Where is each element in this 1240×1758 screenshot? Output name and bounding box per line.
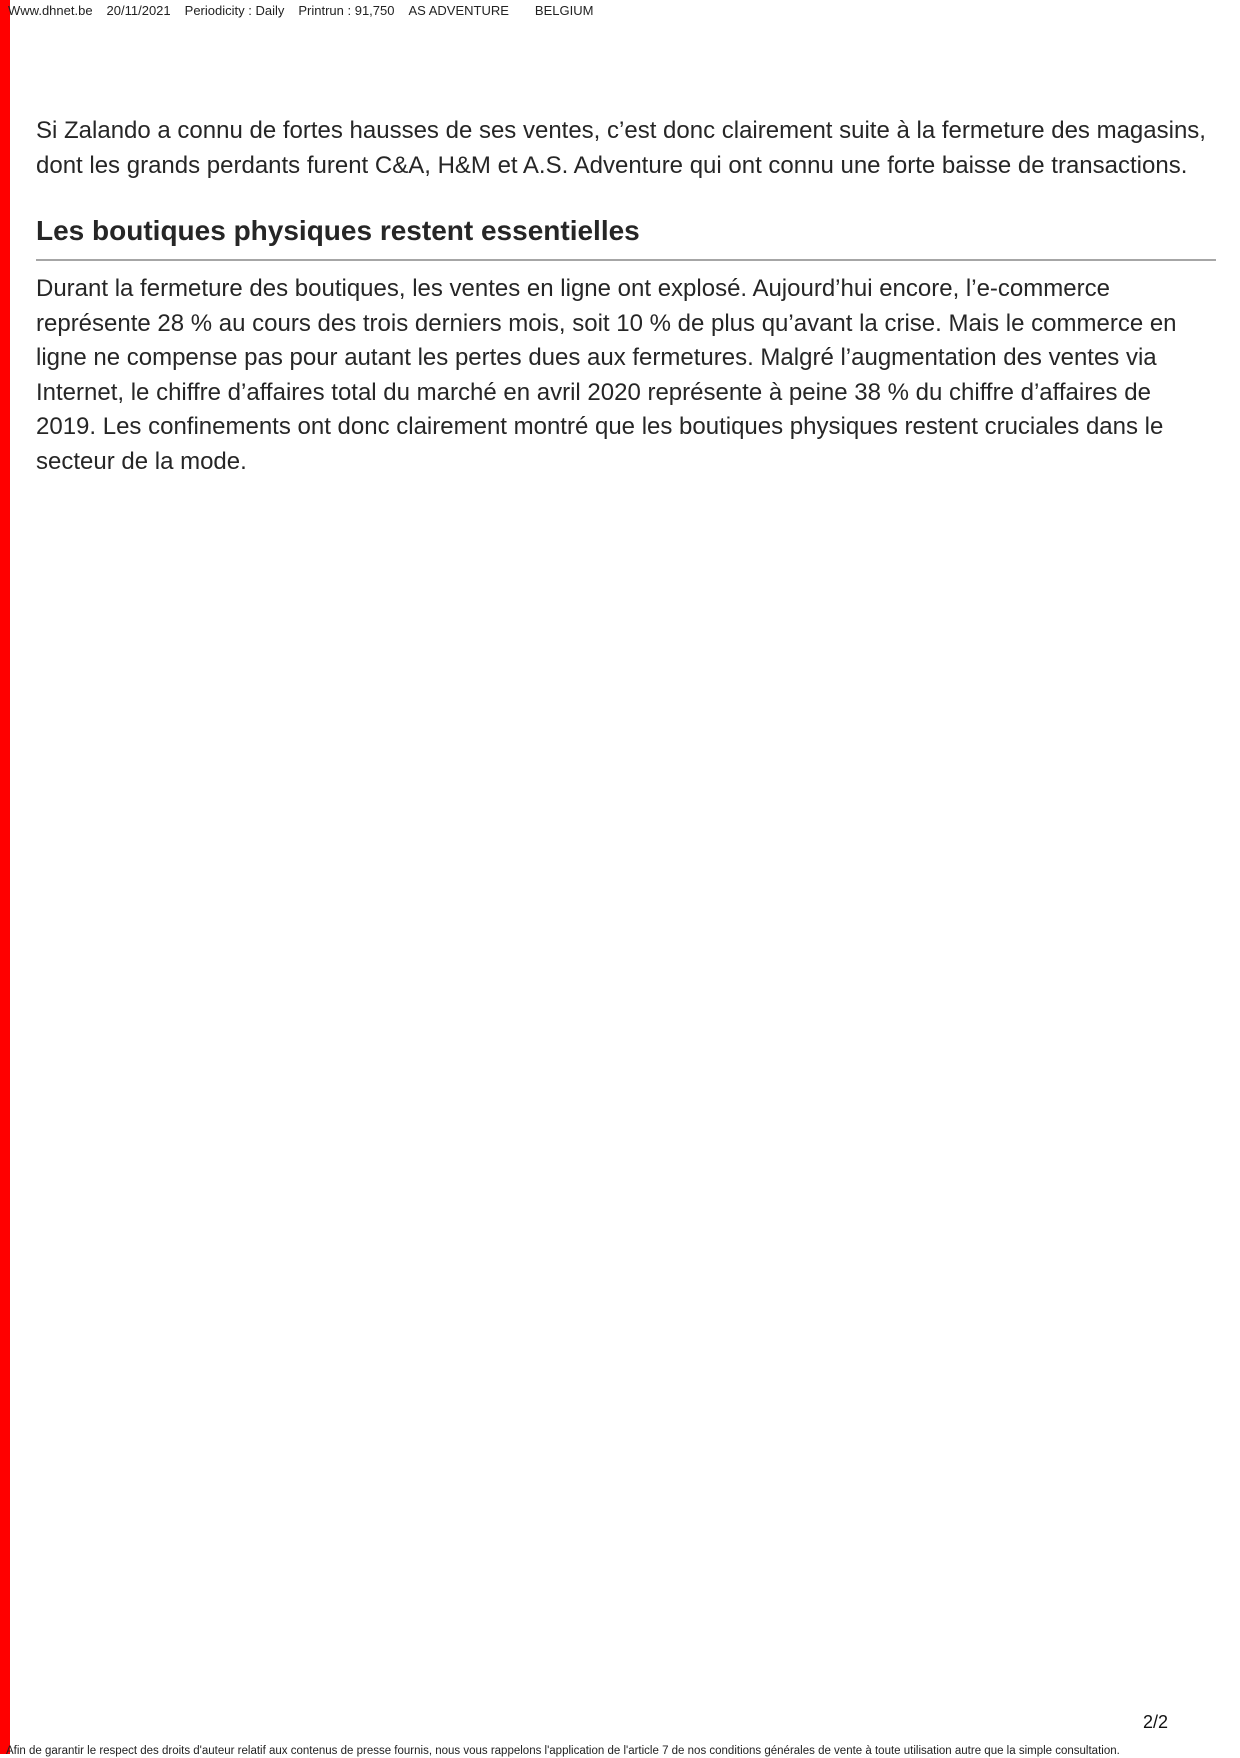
header-source: Www.dhnet.be bbox=[8, 3, 93, 18]
press-clipping-header bbox=[8, 3, 607, 19]
header-periodicity: Periodicity : Daily bbox=[184, 3, 285, 18]
page-number: 2/2 bbox=[1143, 1712, 1169, 1732]
header-country: BELGIUM bbox=[534, 3, 594, 18]
header-date: 20/11/2021 bbox=[106, 3, 171, 18]
red-margin-bar bbox=[0, 0, 10, 1754]
copyright-disclaimer: Afin de garantir le respect des droits d'auteur relatif aux contenus de presse fournis, nous vous rappelons l'application de l'article 7 de nos conditions générales de vente à toute utilisation autre que la simple consultation. bbox=[6, 1745, 1120, 1757]
article-paragraph-1: Si Zalando a connu de fortes hausses de ses ventes, c’est donc clairement suite à la fermeture des magasins, dont les grands perdants furent C&A, H&M et A.S. Adventure qui ont connu une forte baisse de transactions. bbox=[36, 117, 1206, 179]
article-body bbox=[36, 114, 1216, 479]
section-heading: Les boutiques physiques restent essentielles bbox=[36, 213, 1216, 261]
article-paragraph-2: Durant la fermeture des boutiques, les ventes en ligne ont explosé. Aujourd’hui encore, l’e-commerce représente 28 % au cours des trois derniers mois, soit 10 % de plus qu’avant la crise. Mais le commerce en ligne ne compense pas pour autant les pertes dues aux fermetures. Malgré l’augmentation des ventes via Internet, le chiffre d’affaires total du marché en avril 2020 représente à peine 38 % du chiffre d’affaires de 2019. Les confinements ont donc clairement montré que les boutiques physiques restent cruciales dans le secteur de la mode. bbox=[36, 275, 1177, 475]
header-printrun: Printrun : 91,750 bbox=[298, 3, 395, 18]
header-company: AS ADVENTURE bbox=[408, 3, 509, 18]
